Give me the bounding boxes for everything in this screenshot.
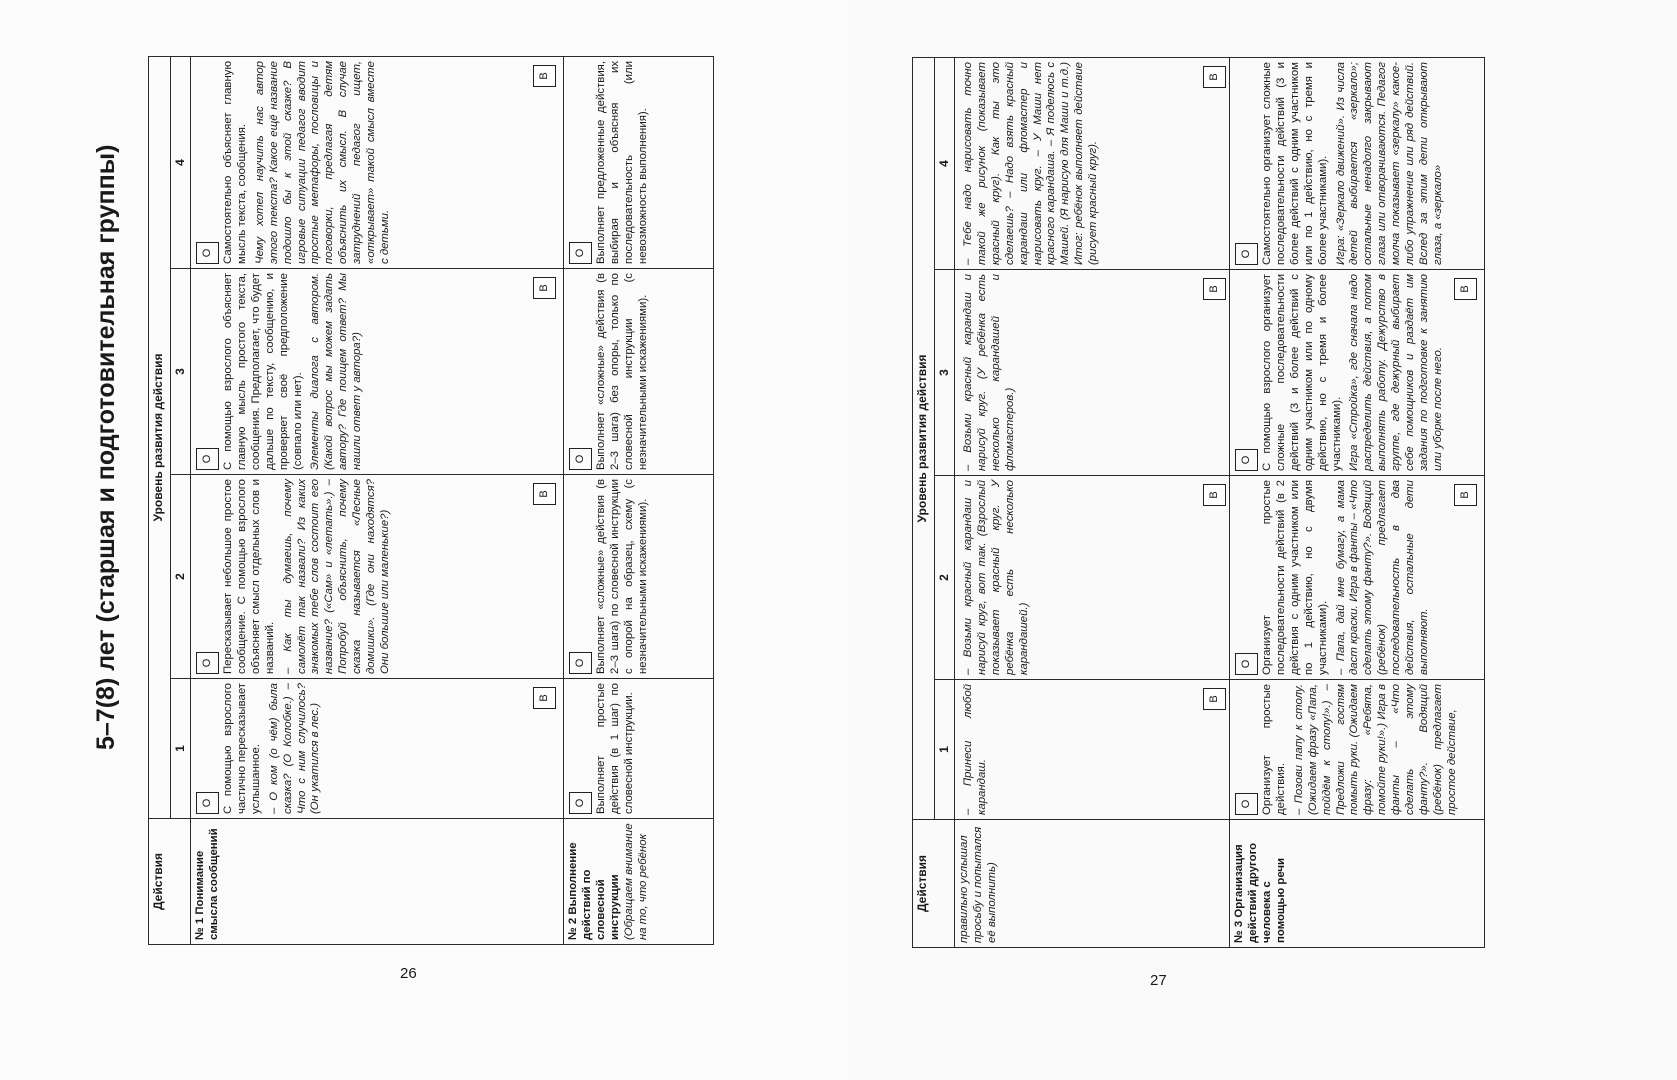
o-box: О	[1235, 243, 1258, 265]
right-table	[912, 57, 1485, 948]
level-cell	[1230, 680, 1485, 820]
actions-header: Действия	[913, 820, 955, 948]
level-cell	[564, 679, 714, 819]
v-box: В	[1454, 278, 1477, 300]
level-example: Чему хотел научить нас автор этого текста? Какое ещё название подошло бы к этой сказке? В игровые ситуации педагог вводит простые метафоры, пословицы и поговорки, предлагая детям объяснить их смысл. В случае затруднений педагог ищет, «открывает» такой смысл вместе с детьми.	[253, 60, 391, 264]
action-title: № 2 Выполнение действий по словесной инструкции	[567, 842, 621, 940]
level-cell	[1230, 270, 1485, 476]
o-box: О	[569, 448, 592, 470]
level-text: Организует простые последовательности действий (в 2 действия с одним участником или по 1 действию, но с двумя участниками).	[1261, 480, 1329, 675]
o-box: О	[1235, 653, 1258, 675]
level-header: Уровень развития действия	[149, 56, 171, 818]
level-example: – Принеси любой карандаш.	[962, 684, 988, 815]
v-box: В	[533, 277, 556, 299]
table-row	[1230, 57, 1485, 947]
action-cell	[955, 820, 1230, 948]
level-example: Игра: «Зеркало движений». Из числа детей выбирается «зеркало»; остальные ненадолго закрывают глаза или отворачиваются. Педагог молча показывает «зеркалу» какое-либо упражнение или ряд действий. Вслед за этим дети открывают глаза, а «зеркало»	[1334, 61, 1444, 265]
o-box: О	[196, 448, 219, 470]
level-example: – Как ты думаешь, почему самолёт так назвали? Из каких знакомых тебе слов состоит его название? («Сам» и «летать».) – Попробуй объяснить, почему сказка называется «Лесные домишки». (Где они находятся? Они большие или маленькие?)	[281, 479, 391, 674]
o-box: О	[569, 652, 592, 674]
level-example: – Возьми красный карандаш и нарисуй круг, вот так. (Взрослый показывает красный круг. У ребёнка есть несколько карандашей.)	[962, 480, 1030, 675]
col-header-1: 1	[935, 680, 955, 820]
action-title: № 3 Организация действий другого человека с помощью речи	[1233, 842, 1287, 943]
level-example: Элементы диалога с автором. (Какой вопрос мы можем задать автору? Где поищем ответ? Мы нашли ответ у автора?)	[309, 273, 364, 470]
page-number: 27	[1150, 972, 1167, 989]
level-example: Игра «Стройка», где сначала надо распределить действия, а потом выполнять работу. Дежурство в группе, где дежурный выбирает себе помощников и раздаёт им задания по подготовке к занятию или уборке после него.	[1348, 274, 1444, 471]
o-box: О	[196, 242, 219, 264]
col-header-4: 4	[935, 57, 955, 269]
v-box: В	[533, 687, 556, 709]
col-header-3: 3	[171, 269, 191, 475]
level-example: – О ком (о чём) была сказка? (О Колобке.) – Что с ним случилось? (Он укатился в лес.)	[267, 683, 322, 814]
level-cell	[191, 269, 564, 475]
level-header: Уровень развития действия	[913, 57, 935, 819]
level-cell	[1230, 476, 1485, 680]
action-title: № 1 Понимание смысла сообщений	[194, 828, 220, 940]
o-box: О	[196, 652, 219, 674]
col-header-4: 4	[171, 56, 191, 268]
v-box: В	[1203, 688, 1226, 710]
left-table	[148, 56, 714, 945]
table-row	[191, 56, 564, 944]
action-note: правильно услышал просьбу и попытался её выполнить)	[958, 826, 998, 943]
level-text: Выполняет предложенные действия, выбирая и объясняя их последовательность (или невозможность выполнения).	[595, 60, 649, 264]
level-cell	[191, 679, 564, 819]
action-note: (Обращаем внимание на то, что ребёнок	[622, 823, 649, 940]
right-table-wrap	[912, 58, 1484, 948]
level-example: – Возьми красный карандаш и нарисуй круг. (У ребёнка есть несколько карандашей и фломастеров.)	[962, 274, 1016, 471]
level-cell	[191, 56, 564, 268]
o-box: О	[196, 792, 219, 814]
level-cell	[955, 476, 1230, 680]
col-header-2: 2	[171, 475, 191, 679]
actions-header: Действия	[149, 819, 191, 945]
level-text: Организует простые действия.	[1261, 684, 1287, 815]
level-cell	[564, 475, 714, 679]
level-text: С помощью взрослого организует сложные последовательности действий (3 и более действий с одним участником или по одному действию, но с тремя и более участниками).	[1261, 274, 1343, 471]
v-box: В	[1203, 484, 1226, 506]
level-text: Выполняет «сложные» действия (в 2–3 шага) по словесной инструкции с опорой на образец, схему (с незначительными искажениями).	[595, 479, 649, 674]
o-box: О	[569, 242, 592, 264]
col-header-1: 1	[171, 679, 191, 819]
col-header-3: 3	[935, 270, 955, 476]
v-box: В	[1203, 278, 1226, 300]
v-box: В	[1454, 484, 1477, 506]
v-box: В	[533, 483, 556, 505]
action-cell	[191, 819, 564, 945]
level-text: Выполняет «сложные» действия (в 2–3 шага) без опоры, только по словесной инструкции (с незначительными искажениями).	[595, 273, 649, 470]
level-text: Самостоятельно организует сложные последовательности действий (3 и более действий с одним участником или по 1 действию, но с тремя и более участниками).	[1261, 61, 1329, 265]
level-cell	[1230, 57, 1485, 269]
level-cell	[564, 269, 714, 475]
level-cell	[955, 270, 1230, 476]
action-cell	[564, 819, 714, 945]
level-example: – Позови папу к столу. (Ожидаем фразу «Папа, пойдём к столу!».) – Предложи гостям помыть руки. (Ожидаем фразу: «Ребята, помойте руки!».) Игра в фанты – «Что сделать этому фанту?». Водящий (ребёнок) предлагает простое действие,	[1292, 684, 1458, 815]
o-box: О	[569, 792, 592, 814]
level-example: – Папа, дай мне бумагу, а мама даст краски. Игра в фанты – «Что сделать этому фанту?». Водящий (ребёнок) предлагает последовательность в два действия, остальные дети выполняют.	[1334, 480, 1430, 675]
left-table-wrap	[148, 57, 713, 945]
level-text: Пересказывает небольшое простое сообщение. С помощью взрослого объясняет смысл отдельных слов и названий.	[222, 479, 276, 674]
page-title: 5–7(8) лет (старшая и подготовительная группы)	[92, 144, 120, 750]
col-header-2: 2	[935, 476, 955, 680]
level-text: С помощью взрослого объясняет главную мысль простого текста, сообщения. Предполагает, что будет дальше по тексту, сообщению, и проверяет своё предположение (совпало или нет).	[222, 273, 304, 470]
level-cell	[564, 56, 714, 268]
table-row	[564, 56, 714, 944]
o-box: О	[1235, 793, 1258, 815]
v-box: В	[533, 65, 556, 87]
o-box: О	[1235, 449, 1258, 471]
table-row	[955, 57, 1230, 947]
level-text: Выполняет простые действия (в 1 шаг) по словесной инструкции.	[595, 683, 635, 814]
page-number: 26	[400, 965, 417, 982]
level-cell	[191, 475, 564, 679]
level-text: Самостоятельно объясняет главную мысль текста, сообщения.	[222, 60, 248, 264]
v-box: В	[1203, 66, 1226, 88]
level-text: С помощью взрослого частично пересказывает услышанное.	[222, 683, 262, 814]
level-example: – Тебе надо нарисовать точно такой же рисунок (показывает красный круг). Как ты это сделаешь? – Надо взять красный карандаш или фломастер и нарисовать круг. – У Маши нет красного карандаша. – Я поделюсь с Машей. (Я нарисую для Маши и т.д.) Итог: ребёнок выполняет действие (рисует красный круг).	[962, 61, 1100, 265]
level-cell	[955, 680, 1230, 820]
action-cell	[1230, 820, 1485, 948]
level-cell	[955, 57, 1230, 269]
right-page	[850, 0, 1677, 1080]
